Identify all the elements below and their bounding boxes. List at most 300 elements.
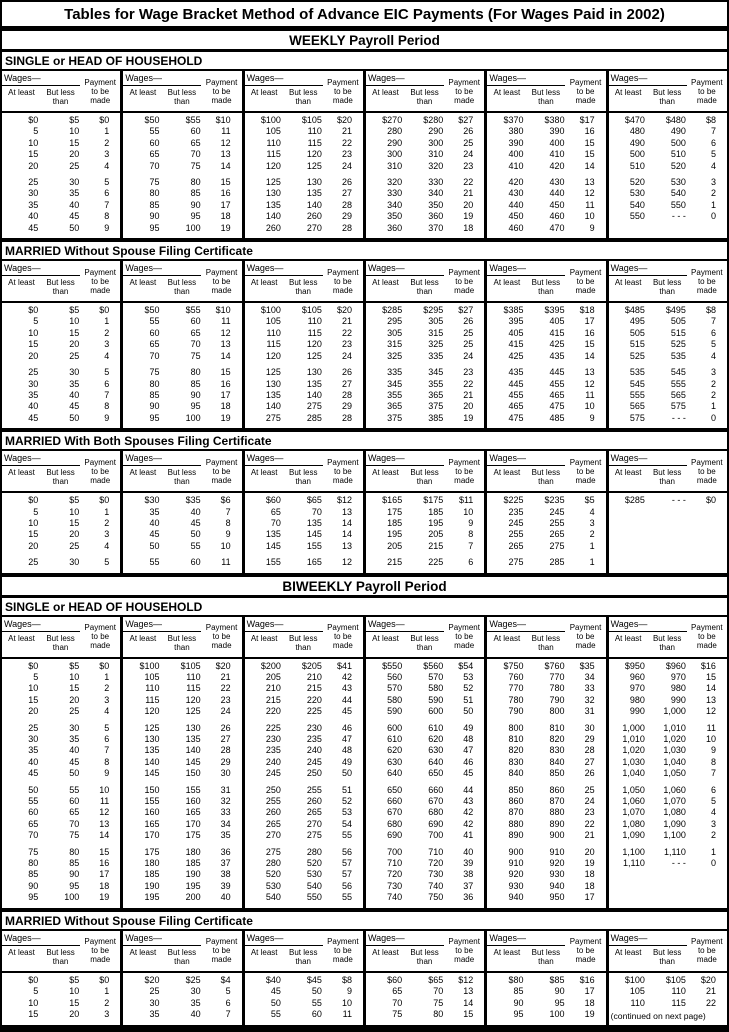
at-least-value: 70 xyxy=(149,350,160,361)
but-less-than-value: 335 xyxy=(428,350,444,361)
at-least-value: $200 xyxy=(260,660,281,671)
table-row xyxy=(487,401,605,412)
table-row xyxy=(366,188,484,199)
table-row xyxy=(245,495,363,506)
wage-sublabels xyxy=(245,86,323,111)
table-row xyxy=(123,413,241,424)
payment-value: $8 xyxy=(341,974,352,985)
payment-value: 12 xyxy=(705,706,716,717)
wages-header-area xyxy=(366,71,444,111)
payment-value: 7 xyxy=(225,506,231,517)
payment-value: 8 xyxy=(104,211,110,222)
payment-value: 29 xyxy=(220,756,231,767)
table-row xyxy=(123,495,241,506)
at-least-value: 505 xyxy=(629,327,645,338)
but-less-than-value: - - - xyxy=(671,412,686,423)
table-row xyxy=(123,557,241,568)
table-row xyxy=(123,316,241,327)
wages-header-area xyxy=(609,931,687,971)
payment-value: 4 xyxy=(710,807,716,818)
column-header xyxy=(609,451,727,493)
but-less-than-label: But less than xyxy=(167,88,197,106)
column-header xyxy=(123,931,241,973)
but-less-than-value: 1,010 xyxy=(663,722,686,733)
but-less-than-value: 1,100 xyxy=(663,830,686,841)
but-less-than-value: 50 xyxy=(69,222,80,233)
at-least-value: 270 xyxy=(265,830,281,841)
table-row xyxy=(2,683,120,694)
but-less-than-value: 1,080 xyxy=(663,807,686,818)
table-row xyxy=(487,807,605,818)
at-least-value: 30 xyxy=(28,378,39,389)
at-least-value: 30 xyxy=(28,188,39,199)
payment-value: 13 xyxy=(99,818,110,829)
at-least-value: 540 xyxy=(265,892,281,903)
at-least-value: 35 xyxy=(28,745,39,756)
but-less-than-value: 70 xyxy=(433,986,444,997)
payment-value: 18 xyxy=(584,997,595,1008)
but-less-than-value: 330 xyxy=(428,177,444,188)
at-least-value: 20 xyxy=(28,706,39,717)
payment-value: 13 xyxy=(584,367,595,378)
but-less-than-value: 680 xyxy=(428,807,444,818)
but-less-than-value: 790 xyxy=(549,694,565,705)
wage-column-group xyxy=(363,931,484,1025)
table-row xyxy=(2,557,120,568)
but-less-than-value: $105 xyxy=(180,660,201,671)
wages-header-area xyxy=(123,931,201,971)
but-less-than-value: 70 xyxy=(311,506,322,517)
at-least-value: 115 xyxy=(266,149,281,160)
at-least-value: $0 xyxy=(28,974,39,985)
at-least-value: 225 xyxy=(265,722,281,733)
but-less-than-value: 60 xyxy=(311,1008,322,1019)
table-row xyxy=(366,998,484,1009)
at-least-value: 580 xyxy=(387,694,403,705)
table-row xyxy=(487,661,605,672)
but-less-than-value: $395 xyxy=(544,305,565,316)
but-less-than-value: 370 xyxy=(428,222,444,233)
table-row xyxy=(123,401,241,412)
payment-value: 27 xyxy=(584,756,595,767)
payment-label: Payment to be made xyxy=(691,267,723,295)
at-least-label: At least xyxy=(8,468,35,478)
table-row xyxy=(2,390,120,401)
but-less-than-value: 590 xyxy=(428,694,444,705)
payment-value: 4 xyxy=(589,506,595,517)
at-least-value: 80 xyxy=(149,188,160,199)
but-less-than-value: 540 xyxy=(670,188,686,199)
payment-value: 27 xyxy=(341,188,352,199)
table-row xyxy=(366,858,484,869)
wage-columns xyxy=(2,931,727,1025)
but-less-than-value: 85 xyxy=(190,378,201,389)
table-row xyxy=(2,998,120,1009)
payment-value: 17 xyxy=(220,199,231,210)
payment-value: 14 xyxy=(584,160,595,171)
at-least-value: 55 xyxy=(149,557,160,568)
payment-value: 47 xyxy=(463,745,474,756)
but-less-than-value: 25 xyxy=(69,160,80,171)
payroll-section xyxy=(0,52,729,242)
table-row xyxy=(609,796,727,807)
at-least-value: 310 xyxy=(387,160,403,171)
wages-header-area xyxy=(123,451,201,491)
wages-header-area xyxy=(123,261,201,301)
payment-value: 2 xyxy=(710,389,716,400)
but-less-than-value: 85 xyxy=(69,858,80,869)
but-less-than-value: 15 xyxy=(69,137,80,148)
table-row xyxy=(2,379,120,390)
payment-value: 23 xyxy=(463,367,474,378)
but-less-than-value: 145 xyxy=(306,529,322,540)
wage-sublabels xyxy=(609,632,687,657)
at-least-value: 230 xyxy=(265,734,281,744)
payment-value: 3 xyxy=(104,339,110,350)
table-row xyxy=(123,695,241,706)
wage-columns xyxy=(2,617,727,908)
table-row xyxy=(2,367,120,378)
payment-value: 40 xyxy=(463,846,474,857)
at-least-value: 1,080 xyxy=(622,818,645,829)
payment-label: Payment to be made xyxy=(327,77,359,105)
but-less-than-value: 100 xyxy=(549,1008,565,1019)
but-less-than-value: 125 xyxy=(306,160,322,171)
column-header xyxy=(245,261,363,303)
wage-sublabels xyxy=(487,86,565,111)
at-least-value: 30 xyxy=(149,997,160,1008)
payment-value: 4 xyxy=(104,160,110,171)
at-least-value: 105 xyxy=(629,986,645,997)
but-less-than-value: 20 xyxy=(69,694,80,705)
table-row xyxy=(123,149,241,160)
but-less-than-value: 60 xyxy=(190,316,201,327)
at-least-value: 125 xyxy=(265,367,281,378)
wages-label: Wages— xyxy=(609,617,687,632)
but-less-than-value: 80 xyxy=(433,1008,444,1019)
payment-label: Payment to be made xyxy=(327,623,359,651)
table-row xyxy=(245,390,363,401)
wage-rows xyxy=(2,303,120,428)
table-row xyxy=(366,316,484,327)
table-row xyxy=(366,723,484,734)
but-less-than-value: 245 xyxy=(306,756,322,767)
wage-sublabels xyxy=(2,466,80,491)
but-less-than-value: 120 xyxy=(306,339,322,350)
table-row xyxy=(123,706,241,717)
payroll-section xyxy=(0,242,729,432)
payment-value: $20 xyxy=(336,305,352,316)
but-less-than-value: 20 xyxy=(69,1008,80,1019)
payment-value: $0 xyxy=(99,495,110,506)
table-row xyxy=(123,998,241,1009)
but-less-than-value: 100 xyxy=(185,222,201,233)
payment-value: 42 xyxy=(341,671,352,682)
payment-value: 46 xyxy=(463,756,474,767)
wage-rows xyxy=(487,493,605,572)
wage-column-group xyxy=(242,451,363,572)
table-row xyxy=(123,858,241,869)
table-row xyxy=(2,518,120,529)
table-row xyxy=(123,683,241,694)
table-row xyxy=(609,177,727,188)
payment-value: 35 xyxy=(220,830,231,841)
table-row xyxy=(366,529,484,540)
at-least-value: $285 xyxy=(382,305,403,316)
table-row xyxy=(609,785,727,796)
at-least-value: $470 xyxy=(624,115,645,125)
at-least-value: 250 xyxy=(265,784,281,795)
at-least-value: 1,020 xyxy=(622,745,645,756)
at-least-value: 325 xyxy=(387,350,403,361)
table-row xyxy=(366,557,484,568)
column-header xyxy=(2,931,120,973)
but-less-than-value: 640 xyxy=(428,756,444,767)
but-less-than-value: 630 xyxy=(428,745,444,756)
payment-value: 31 xyxy=(220,784,231,795)
payment-value: 38 xyxy=(463,869,474,880)
at-least-value: 780 xyxy=(508,694,524,705)
wage-column-group xyxy=(484,931,605,1025)
at-least-label: At least xyxy=(372,633,399,643)
but-less-than-value: 470 xyxy=(549,222,565,233)
table-row xyxy=(366,115,484,126)
payment-value: 29 xyxy=(341,401,352,412)
payment-value: $27 xyxy=(458,305,474,316)
table-row xyxy=(123,723,241,734)
at-least-value: 860 xyxy=(508,796,524,807)
but-less-than-value: 420 xyxy=(549,160,565,171)
wages-header-area xyxy=(245,71,323,111)
payment-value: 9 xyxy=(468,517,474,528)
table-row xyxy=(2,869,120,880)
but-less-than-value: 130 xyxy=(306,177,322,188)
but-less-than-value: 350 xyxy=(428,199,444,210)
but-less-than-value: $5 xyxy=(69,305,80,316)
at-least-value: 10 xyxy=(28,517,39,528)
but-less-than-value: 90 xyxy=(69,869,80,880)
table-row xyxy=(245,796,363,807)
but-less-than-label: But less than xyxy=(652,468,682,487)
at-least-value: 555 xyxy=(629,389,645,400)
table-row xyxy=(2,661,120,672)
but-less-than-value: 365 xyxy=(428,389,444,400)
at-least-value: 135 xyxy=(265,199,281,210)
payment-value: 2 xyxy=(104,683,110,694)
wage-column-group xyxy=(606,931,727,1025)
payment-label: Payment to be made xyxy=(691,937,723,965)
payment-value: 14 xyxy=(341,529,352,540)
but-less-than-value: 125 xyxy=(185,706,201,717)
but-less-than-value: 185 xyxy=(428,506,444,517)
at-least-value: 65 xyxy=(149,339,160,350)
at-least-value: 95 xyxy=(149,412,160,423)
at-least-value: 130 xyxy=(265,188,281,199)
wage-sublabels xyxy=(487,946,565,971)
table-row xyxy=(609,200,727,211)
payment-value: $35 xyxy=(579,660,595,671)
but-less-than-value: 1,000 xyxy=(663,706,686,717)
payment-value: 12 xyxy=(220,327,231,338)
at-least-value: 275 xyxy=(265,412,281,423)
at-least-value: 880 xyxy=(508,818,524,829)
payment-value: 12 xyxy=(99,807,110,818)
payment-value: 23 xyxy=(463,160,474,171)
but-less-than-value: 940 xyxy=(549,880,565,891)
payment-value: 19 xyxy=(584,1008,595,1019)
at-least-value: 530 xyxy=(265,880,281,891)
table-row xyxy=(366,328,484,339)
wages-label: Wages— xyxy=(487,71,565,86)
column-header xyxy=(487,617,605,659)
but-less-than-value: 950 xyxy=(549,892,565,903)
at-least-value: 480 xyxy=(629,126,645,137)
payment-value: 0 xyxy=(710,211,716,222)
payment-value: 18 xyxy=(99,880,110,891)
table-row xyxy=(366,495,484,506)
table-row xyxy=(123,830,241,841)
payment-value: 25 xyxy=(463,339,474,350)
but-less-than-value: $5 xyxy=(69,495,80,506)
payment-value: 55 xyxy=(341,830,352,841)
table-row xyxy=(487,161,605,172)
but-less-than-value: 220 xyxy=(306,694,322,705)
but-less-than-value: 45 xyxy=(69,211,80,222)
at-least-value: 65 xyxy=(270,506,281,517)
but-less-than-value: 90 xyxy=(554,986,565,997)
wage-rows xyxy=(123,659,241,908)
at-least-value: 35 xyxy=(149,506,160,517)
payment-value: 18 xyxy=(220,401,231,412)
payment-value: 13 xyxy=(584,177,595,188)
table-row xyxy=(245,339,363,350)
table-row xyxy=(609,847,727,858)
but-less-than-value: 65 xyxy=(69,807,80,818)
but-less-than-value: 75 xyxy=(190,160,201,171)
payment-value: 8 xyxy=(225,517,231,528)
at-least-value: 300 xyxy=(387,149,403,160)
table-row xyxy=(609,858,727,869)
but-less-than-value: 80 xyxy=(190,177,201,188)
table-row xyxy=(123,672,241,683)
payment-label: Payment to be made xyxy=(569,77,602,105)
but-less-than-value: 160 xyxy=(185,796,201,807)
payment-value: 6 xyxy=(710,137,716,148)
wage-sublabels xyxy=(245,276,323,301)
payment-label: Payment to be made xyxy=(691,457,723,485)
at-least-value: 920 xyxy=(508,869,524,880)
at-least-value: 500 xyxy=(629,149,645,160)
payment-value: 9 xyxy=(225,529,231,540)
at-least-value: 315 xyxy=(387,339,403,350)
at-least-value: 80 xyxy=(149,378,160,389)
wage-rows xyxy=(366,113,484,238)
wages-label: Wages— xyxy=(366,931,444,946)
but-less-than-label: But less than xyxy=(531,468,561,487)
but-less-than-value: 400 xyxy=(549,137,565,148)
wages-label: Wages— xyxy=(2,261,80,276)
but-less-than-value: 155 xyxy=(185,784,201,795)
payment-value: 12 xyxy=(584,188,595,199)
payment-value: 6 xyxy=(468,557,474,568)
payment-value: 11 xyxy=(585,199,595,210)
but-less-than-value: $960 xyxy=(665,660,686,671)
table-row xyxy=(123,518,241,529)
at-least-value: 235 xyxy=(508,506,524,517)
wage-sublabels xyxy=(123,276,201,301)
at-least-value: 245 xyxy=(265,768,281,779)
payment-value: 53 xyxy=(463,671,474,682)
at-least-label: At least xyxy=(129,947,157,957)
at-least-value: 205 xyxy=(387,540,403,551)
but-less-than-value: 75 xyxy=(190,350,201,361)
but-less-than-value: $295 xyxy=(423,305,444,316)
but-less-than-value: 700 xyxy=(428,830,444,841)
at-least-value: $40 xyxy=(265,974,281,985)
table-row xyxy=(487,881,605,892)
payment-value: 13 xyxy=(463,986,474,997)
but-less-than-value: 55 xyxy=(190,540,201,551)
but-less-than-value: 195 xyxy=(185,880,201,891)
but-less-than-label: But less than xyxy=(288,468,318,487)
but-less-than-value: $5 xyxy=(69,660,80,671)
table-row xyxy=(123,892,241,903)
table-row xyxy=(609,115,727,126)
but-less-than-value: 35 xyxy=(69,734,80,744)
but-less-than-value: 570 xyxy=(428,671,444,682)
at-least-value: 160 xyxy=(144,807,160,818)
at-least-value: $50 xyxy=(144,305,160,316)
payment-value: $4 xyxy=(220,974,231,985)
at-least-value: 790 xyxy=(508,706,524,717)
but-less-than-value: 40 xyxy=(69,745,80,756)
wage-rows xyxy=(245,303,363,428)
wages-label: Wages— xyxy=(245,931,323,946)
but-less-than-label: But less than xyxy=(46,947,75,966)
wages-label: Wages— xyxy=(245,71,323,86)
table-row xyxy=(609,745,727,756)
at-least-value: 215 xyxy=(265,694,281,705)
payment-value: 24 xyxy=(341,160,352,171)
table-row xyxy=(366,683,484,694)
wage-column-group xyxy=(242,617,363,908)
but-less-than-label: But less than xyxy=(652,278,682,297)
wage-sublabels xyxy=(366,466,444,491)
but-less-than-value: 35 xyxy=(190,997,201,1008)
wages-label: Wages— xyxy=(366,71,444,86)
table-row xyxy=(487,115,605,126)
at-least-value: 760 xyxy=(508,671,524,682)
at-least-value: 390 xyxy=(508,137,524,148)
but-less-than-value: $105 xyxy=(301,305,322,316)
payment-value: 4 xyxy=(104,540,110,551)
but-less-than-value: 215 xyxy=(306,683,322,694)
but-less-than-value: $65 xyxy=(306,495,322,506)
at-least-value: 40 xyxy=(28,211,39,222)
wage-rows xyxy=(487,659,605,908)
payment-value: 7 xyxy=(710,768,716,779)
payment-value: 23 xyxy=(220,694,231,705)
but-less-than-value: 40 xyxy=(69,389,80,400)
at-least-value: 40 xyxy=(149,517,160,528)
payment-value: 27 xyxy=(220,734,231,744)
wages-header-area xyxy=(487,617,565,657)
table-row xyxy=(487,757,605,768)
at-least-value: 800 xyxy=(508,722,524,733)
payment-value: 57 xyxy=(341,858,352,869)
payment-value: 4 xyxy=(710,160,716,171)
at-least-value: $100 xyxy=(624,974,645,985)
